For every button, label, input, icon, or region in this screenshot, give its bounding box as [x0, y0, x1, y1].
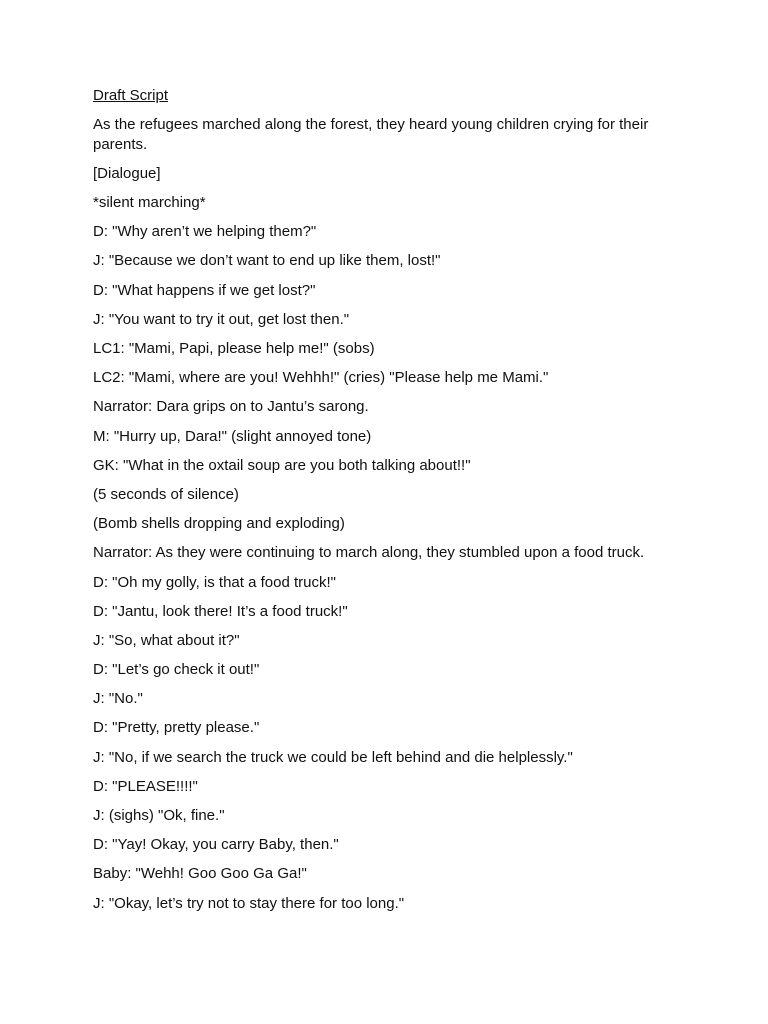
- script-line: D: "PLEASE!!!!": [93, 777, 198, 795]
- script-line: J: "Because we don’t want to end up like them, lost!": [93, 252, 441, 270]
- script-line: *silent marching*: [93, 194, 206, 212]
- script-line: Narrator: Dara grips on to Jantu’s sarong.: [93, 398, 369, 416]
- script-line: LC2: "Mami, where are you! Wehhh!" (cries) "Please help me Mami.": [93, 369, 549, 387]
- script-line: (Bomb shells dropping and exploding): [93, 515, 345, 533]
- document-title: Draft Script: [93, 87, 169, 104]
- script-line: D: "Oh my golly, is that a food truck!": [93, 573, 336, 591]
- script-line: GK: "What in the oxtail soup are you both talking about!!": [93, 456, 471, 474]
- script-line: J: "No, if we search the truck we could be left behind and die helplessly.": [93, 748, 573, 766]
- script-line: D: "Pretty, pretty please.": [93, 719, 260, 737]
- script-line: M: "Hurry up, Dara!" (slight annoyed tone): [93, 427, 372, 445]
- script-line: J: "No.": [93, 690, 143, 708]
- script-line: Narrator: As they were continuing to march along, they stumbled upon a food truck.: [93, 544, 645, 562]
- script-line: D: "Yay! Okay, you carry Baby, then.": [93, 836, 339, 854]
- script-line: J: "You want to try it out, get lost then.": [93, 310, 350, 328]
- script-line: D: "Let’s go check it out!": [93, 661, 260, 679]
- script-line: [Dialogue]: [93, 164, 161, 182]
- script-line: Baby: "Wehh! Goo Goo Ga Ga!": [93, 865, 307, 883]
- script-line: J: "Okay, let’s try not to stay there for too long.": [93, 894, 405, 912]
- script-line: LC1: "Mami, Papi, please help me!" (sobs): [93, 340, 375, 357]
- intro-paragraph: As the refugees marched along the forest, they heard young children crying for their parents.: [93, 116, 649, 153]
- script-line: J: (sighs) "Ok, fine.": [93, 807, 225, 824]
- script-line: D: "Jantu, look there! It’s a food truck!": [93, 602, 348, 620]
- document-page: [93, 86, 683, 923]
- script-line: D: "Why aren’t we helping them?": [93, 223, 317, 241]
- script-line: D: "What happens if we get lost?": [93, 281, 316, 299]
- script-line: (5 seconds of silence): [93, 485, 239, 503]
- script-line: J: "So, what about it?": [93, 631, 240, 649]
